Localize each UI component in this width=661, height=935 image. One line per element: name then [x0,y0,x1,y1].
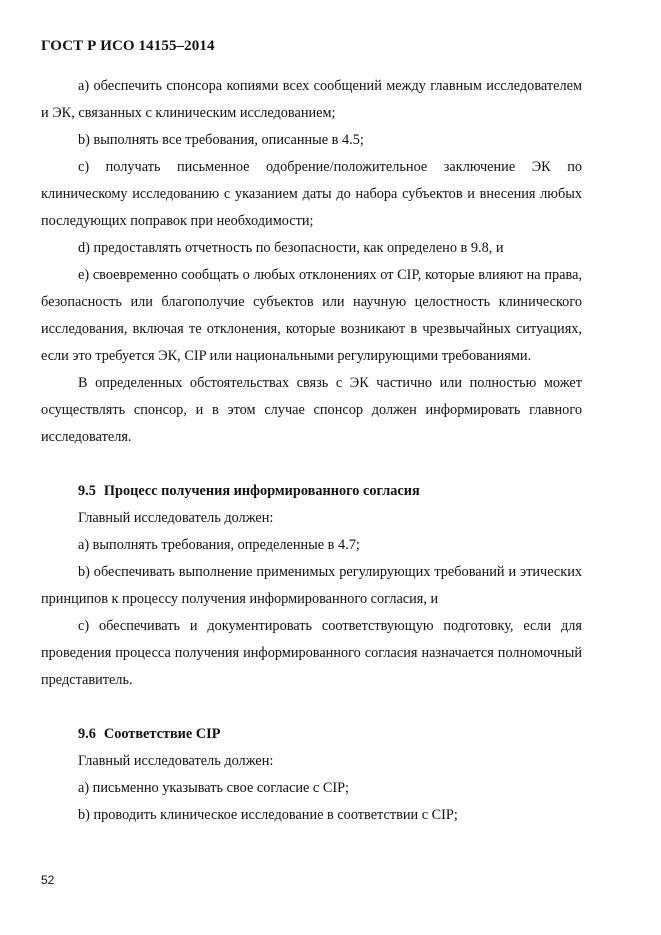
list-item-d: d) предоставлять отчетность по безопасности, как определено в 9.8, и [78,240,504,256]
section-title: Процесс получения информированного согласия [103,483,420,499]
list-item-c: c) получать письменное одобрение/положительное заключение ЭК по клиническому исследованию с указанием даты до набора субъектов и внесения любых последующих поправок при необходимости; [41,159,582,229]
section-heading-9-5 [41,478,582,505]
list-item-a: a) письменно указывать свое согласие с CIP; [78,780,350,796]
page-number: 52 [41,873,55,887]
list-item-b: b) выполнять все требования, описанные в 4.5; [78,132,364,148]
section-heading-9-6 [41,721,582,748]
list-item-b: b) обеспечивать выполнение применимых регулирующих требований и этических принципов к процессу получения информированного согласия, и [41,564,582,607]
section-number: 9.5 [78,483,96,499]
paragraph-sponsor-communication: В определенных обстоятельствах связь с ЭК частично или полностью может осуществлять спонсор, и в этом случае спонсор должен информировать главного исследователя. [41,375,582,445]
document-header: ГОСТ Р ИСО 14155–2014 [41,38,215,54]
list-item-a: a) выполнять требования, определенные в 4.7; [78,537,360,553]
list-item-e: e) своевременно сообщать о любых отклонениях от CIP, которые влияют на права, безопасность или благополучие субъектов или научную целостность клинического исследования, включая те отклонения, которые возникают в чрезвычайных ситуациях, если это требуется ЭК, CIP или национальными регулирующими требованиями. [41,267,582,364]
section-intro: Главный исследователь должен: [78,510,274,526]
list-item-c: c) обеспечивать и документировать соответствующую подготовку, если для проведения процесса получения информированного согласия назначается полномочный представитель. [41,618,582,688]
document-body [41,73,582,829]
list-item-b: b) проводить клиническое исследование в соответствии с CIP; [78,807,458,823]
section-title: Соответствие CIP [103,726,221,742]
section-intro: Главный исследователь должен: [78,753,274,769]
section-number: 9.6 [78,726,96,742]
list-item-a: a) обеспечить спонсора копиями всех сообщений между главным исследователем и ЭК, связанных с клиническим исследованием; [41,78,582,121]
